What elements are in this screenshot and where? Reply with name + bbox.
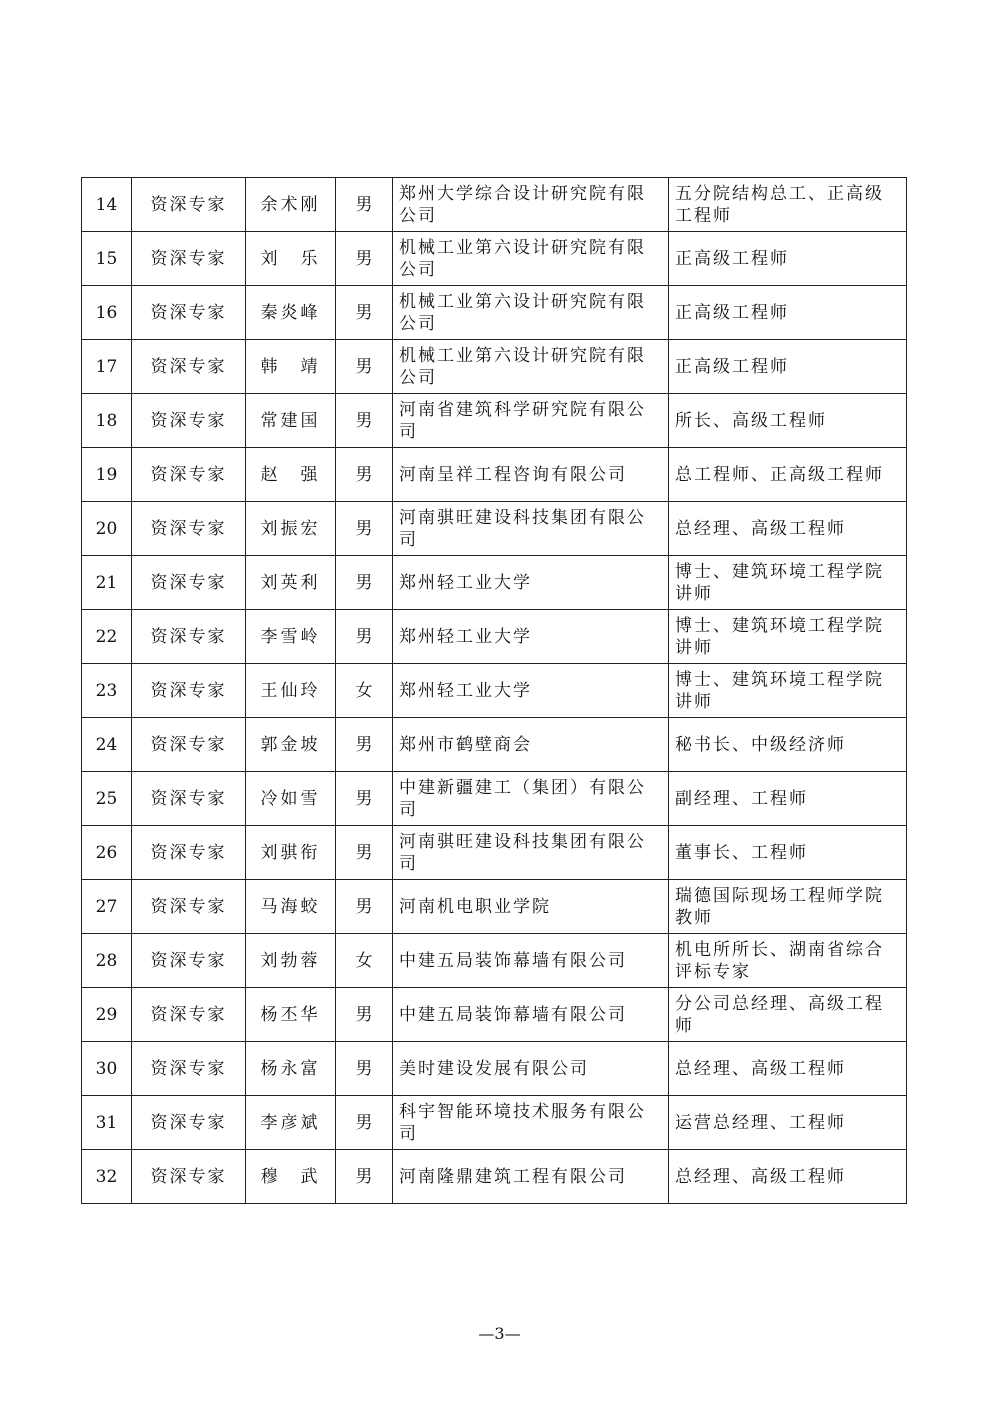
expert-title: 博士、建筑环境工程学院讲师 <box>669 610 907 664</box>
table-row <box>82 880 907 934</box>
expert-title: 正高级工程师 <box>669 286 907 340</box>
page-number: —3— <box>478 1324 521 1343</box>
row-number: 20 <box>82 502 132 556</box>
row-number: 23 <box>82 664 132 718</box>
row-number: 27 <box>82 880 132 934</box>
expert-gender: 男 <box>336 556 393 610</box>
expert-category: 资深专家 <box>132 664 246 718</box>
expert-organization: 河南隆鼎建筑工程有限公司 <box>393 1150 669 1204</box>
table-row <box>82 610 907 664</box>
row-number: 29 <box>82 988 132 1042</box>
expert-category: 资深专家 <box>132 934 246 988</box>
expert-category: 资深专家 <box>132 826 246 880</box>
expert-title: 博士、建筑环境工程学院讲师 <box>669 556 907 610</box>
table-row <box>82 772 907 826</box>
expert-organization: 美时建设发展有限公司 <box>393 1042 669 1096</box>
expert-gender: 男 <box>336 178 393 232</box>
expert-name: 刘勃蓉 <box>246 934 336 988</box>
expert-category: 资深专家 <box>132 1042 246 1096</box>
row-number: 18 <box>82 394 132 448</box>
expert-gender: 女 <box>336 664 393 718</box>
table-row <box>82 556 907 610</box>
expert-category: 资深专家 <box>132 232 246 286</box>
expert-category: 资深专家 <box>132 394 246 448</box>
expert-name: 李雪岭 <box>246 610 336 664</box>
expert-name: 刘 乐 <box>246 232 336 286</box>
expert-organization: 中建五局装饰幕墙有限公司 <box>393 934 669 988</box>
expert-organization: 机械工业第六设计研究院有限公司 <box>393 232 669 286</box>
expert-title: 五分院结构总工、正高级工程师 <box>669 178 907 232</box>
expert-title: 分公司总经理、高级工程师 <box>669 988 907 1042</box>
expert-name: 余术刚 <box>246 178 336 232</box>
expert-organization: 科宇智能环境技术服务有限公司 <box>393 1096 669 1150</box>
table-row <box>82 178 907 232</box>
expert-gender: 男 <box>336 232 393 286</box>
expert-gender: 男 <box>336 1150 393 1204</box>
expert-category: 资深专家 <box>132 502 246 556</box>
expert-organization: 郑州轻工业大学 <box>393 664 669 718</box>
table-row <box>82 934 907 988</box>
expert-title: 秘书长、中级经济师 <box>669 718 907 772</box>
expert-organization: 郑州轻工业大学 <box>393 610 669 664</box>
table-row <box>82 988 907 1042</box>
expert-category: 资深专家 <box>132 772 246 826</box>
expert-organization: 郑州大学综合设计研究院有限公司 <box>393 178 669 232</box>
expert-name: 穆 武 <box>246 1150 336 1204</box>
expert-category: 资深专家 <box>132 988 246 1042</box>
expert-category: 资深专家 <box>132 178 246 232</box>
expert-name: 冷如雪 <box>246 772 336 826</box>
expert-title: 总经理、高级工程师 <box>669 502 907 556</box>
row-number: 24 <box>82 718 132 772</box>
expert-organization: 河南骐旺建设科技集团有限公司 <box>393 502 669 556</box>
expert-category: 资深专家 <box>132 286 246 340</box>
expert-gender: 男 <box>336 1042 393 1096</box>
expert-gender: 男 <box>336 502 393 556</box>
expert-category: 资深专家 <box>132 448 246 502</box>
expert-title: 所长、高级工程师 <box>669 394 907 448</box>
table-row <box>82 232 907 286</box>
expert-organization: 郑州市鹤壁商会 <box>393 718 669 772</box>
row-number: 16 <box>82 286 132 340</box>
table-row <box>82 286 907 340</box>
expert-title: 副经理、工程师 <box>669 772 907 826</box>
expert-title: 瑞德国际现场工程师学院教师 <box>669 880 907 934</box>
expert-name: 李彦斌 <box>246 1096 336 1150</box>
expert-roster-table <box>81 177 907 1204</box>
table-row <box>82 826 907 880</box>
expert-gender: 男 <box>336 718 393 772</box>
expert-organization: 河南骐旺建设科技集团有限公司 <box>393 826 669 880</box>
row-number: 21 <box>82 556 132 610</box>
expert-organization: 中建五局装饰幕墙有限公司 <box>393 988 669 1042</box>
table-row <box>82 502 907 556</box>
expert-name: 韩 靖 <box>246 340 336 394</box>
expert-organization: 河南省建筑科学研究院有限公司 <box>393 394 669 448</box>
table-row <box>82 394 907 448</box>
row-number: 26 <box>82 826 132 880</box>
expert-gender: 男 <box>336 772 393 826</box>
row-number: 32 <box>82 1150 132 1204</box>
expert-category: 资深专家 <box>132 718 246 772</box>
expert-organization: 机械工业第六设计研究院有限公司 <box>393 286 669 340</box>
expert-organization: 河南机电职业学院 <box>393 880 669 934</box>
expert-title: 正高级工程师 <box>669 232 907 286</box>
expert-title: 总经理、高级工程师 <box>669 1042 907 1096</box>
expert-gender: 男 <box>336 988 393 1042</box>
expert-name: 常建国 <box>246 394 336 448</box>
table-row <box>82 448 907 502</box>
table-row <box>82 1042 907 1096</box>
expert-name: 杨永富 <box>246 1042 336 1096</box>
table-row <box>82 1150 907 1204</box>
expert-title: 机电所所长、湖南省综合评标专家 <box>669 934 907 988</box>
table-row <box>82 340 907 394</box>
expert-title: 运营总经理、工程师 <box>669 1096 907 1150</box>
expert-gender: 男 <box>336 448 393 502</box>
expert-organization: 郑州轻工业大学 <box>393 556 669 610</box>
expert-organization: 中建新疆建工（集团）有限公司 <box>393 772 669 826</box>
row-number: 15 <box>82 232 132 286</box>
expert-category: 资深专家 <box>132 556 246 610</box>
expert-title: 总工程师、正高级工程师 <box>669 448 907 502</box>
expert-category: 资深专家 <box>132 610 246 664</box>
table-row <box>82 718 907 772</box>
expert-gender: 男 <box>336 1096 393 1150</box>
expert-name: 王仙玲 <box>246 664 336 718</box>
expert-name: 秦炎峰 <box>246 286 336 340</box>
row-number: 28 <box>82 934 132 988</box>
table-row <box>82 1096 907 1150</box>
expert-title: 博士、建筑环境工程学院讲师 <box>669 664 907 718</box>
expert-gender: 男 <box>336 286 393 340</box>
expert-gender: 女 <box>336 934 393 988</box>
expert-name: 刘骐衔 <box>246 826 336 880</box>
expert-title: 总经理、高级工程师 <box>669 1150 907 1204</box>
expert-title: 董事长、工程师 <box>669 826 907 880</box>
expert-name: 刘振宏 <box>246 502 336 556</box>
row-number: 17 <box>82 340 132 394</box>
row-number: 22 <box>82 610 132 664</box>
row-number: 14 <box>82 178 132 232</box>
expert-category: 资深专家 <box>132 880 246 934</box>
expert-category: 资深专家 <box>132 1096 246 1150</box>
expert-gender: 男 <box>336 880 393 934</box>
expert-name: 杨丕华 <box>246 988 336 1042</box>
expert-gender: 男 <box>336 394 393 448</box>
row-number: 19 <box>82 448 132 502</box>
expert-name: 刘英利 <box>246 556 336 610</box>
expert-category: 资深专家 <box>132 1150 246 1204</box>
expert-category: 资深专家 <box>132 340 246 394</box>
expert-gender: 男 <box>336 610 393 664</box>
expert-name: 马海蛟 <box>246 880 336 934</box>
expert-gender: 男 <box>336 826 393 880</box>
expert-name: 郭金坡 <box>246 718 336 772</box>
expert-gender: 男 <box>336 340 393 394</box>
row-number: 25 <box>82 772 132 826</box>
expert-title: 正高级工程师 <box>669 340 907 394</box>
row-number: 31 <box>82 1096 132 1150</box>
expert-name: 赵 强 <box>246 448 336 502</box>
row-number: 30 <box>82 1042 132 1096</box>
table-row <box>82 664 907 718</box>
roster-body <box>82 178 907 1204</box>
expert-organization: 机械工业第六设计研究院有限公司 <box>393 340 669 394</box>
expert-organization: 河南呈祥工程咨询有限公司 <box>393 448 669 502</box>
